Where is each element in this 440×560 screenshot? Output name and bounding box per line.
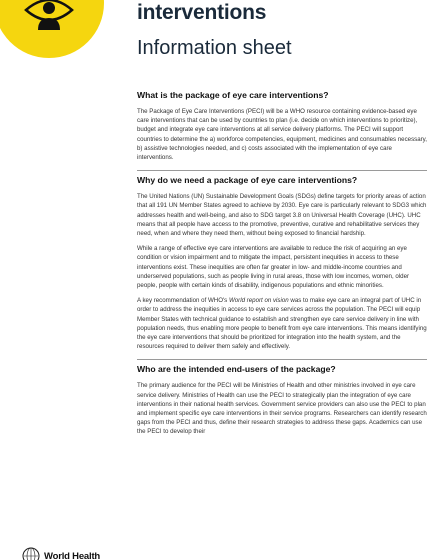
document-title: interventions: [137, 1, 267, 24]
section-end-users: [137, 359, 427, 436]
section-heading: Who are the intended end-users of the package?: [137, 359, 427, 375]
section-why-needed: [137, 170, 427, 351]
document-subtitle: Information sheet: [137, 37, 292, 59]
person-in-eye-icon: [24, 0, 74, 38]
text-run: was to make eye care an integral part of UHC in order to address the inequities in access to eye care services across the population. The PECI will equip Member States with technical guidance to establish and strengthen eye care service delivery in line with population needs, thus enabling more people to benefit from eye care interventions. This means identifying the eye care interventions that should be prioritized for integration into the health system, and the resources required to deliver them safely and effectively.: [137, 297, 427, 351]
who-logo: [22, 547, 100, 560]
section-paragraph: The primary audience for the PECI will be Ministries of Health and other ministries involved in eye care service delivery. Ministries of Health can use the PECI to strategically plan the integration of eye care interventions in their national health services. Government service providers can also use the PECI to plan and implement specific eye care interventions in their service programs. Researchers can identify research gaps from the PECI and thus, define their research strategies to address these gaps. Academics can use the PECI to develop their: [137, 382, 427, 436]
section-paragraph: The United Nations (UN) Sustainable Development Goals (SDGs) define targets for priority areas of action that all 191 UN Member States agreed to achieve by 2030. Eye care is particularly relevant to SDG3 which addresses health and well-being, and also to SDG target 3.8 on Universal Health Coverage (UHC). UHC means that all people have access to the promotive, preventive, curative and rehabilitative services they need, when and where they need them, without being exposed to financial hardship.: [137, 193, 427, 238]
text-run: A key recommendation of WHO's: [137, 297, 229, 305]
section-paragraph: The Package of Eye Care Interventions (PECI) will be a WHO resource containing evidence-based eye care interventions that can be used by countries to plan (i.e. decide on which interventions to prioritize), budget and integrate eye care interventions at all service delivery platforms. The PECI will support countries to determine the a) workforce competencies, equipment, medicines and consumables necessary, b) assistive technologies needed, and c) costs associated with the implementation of eye care interventions.: [137, 108, 428, 162]
who-logo-text: World Health: [44, 551, 101, 560]
who-emblem-icon: [22, 547, 40, 560]
section-heading: Why do we need a package of eye care interventions?: [137, 170, 427, 186]
section-what-is-peci: [137, 90, 427, 162]
section-paragraph: While a range of effective eye care interventions are available to reduce the risk of acquiring an eye condition or vision impairment and to mitigate the impact, persistent inequities in access to these interventions exist. These inequities are often far greater in low- and middle-income countries and underserved populations, such as people living in rural areas, those with low incomes, women, older people, people with certain kinds of disability, indigenous populations and ethnic minorities.: [137, 245, 410, 290]
header-icon-circle: [0, 0, 104, 58]
report-title-link: World report on vision: [228, 297, 289, 305]
section-heading: What is the package of eye care interventions?: [137, 90, 329, 100]
section-paragraph: [137, 296, 427, 351]
main-content: [137, 90, 427, 445]
